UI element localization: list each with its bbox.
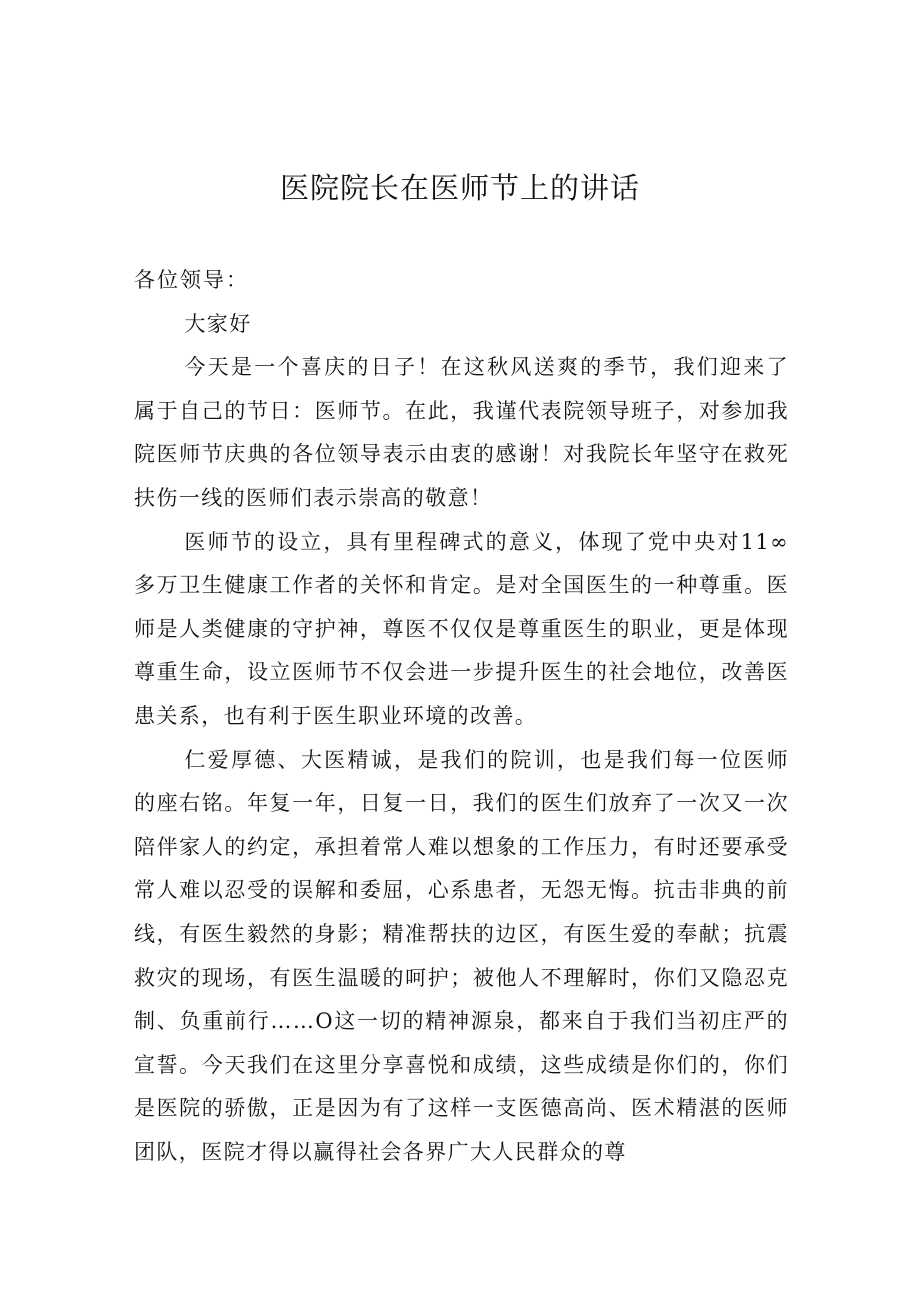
salutation: 各位领导： bbox=[134, 268, 249, 292]
document-title: 医院院长在医师节上的讲话 bbox=[279, 171, 640, 205]
body-paragraph: 医师节的设立，具有里程碑式的意义，体现了党中央对11∞多万卫生健康工作者的关怀和肯定。是对全国医生的一种尊重。医师是人类健康的守护神，尊医不仅仅是尊重医生的职业，更是体现尊重生命，设立医师节不仅会进一步提升医生的社会地位，改善医患关系，也有利于医生职业环境的改善。 bbox=[134, 529, 789, 728]
body-paragraph: 仁爱厚德、大医精诚，是我们的院训，也是我们每一位医师的座右铭。年复一年，日复一日，我们的医生们放弃了一次又一次陪伴家人的约定，承担着常人难以想象的工作压力，有时还要承受常人难以忍受的误解和委屈，心系患者，无怨无悔。抗击非典的前线，有医生毅然的身影；精准帮扶的边区，有医生爱的奉献；抗震救灾的现场，有医生温暖的呵护；被他人不理解时，你们又隐忍克制、负重前行……O这一切的精神源泉，都来自于我们当初庄严的宣誓。今天我们在这里分享喜悦和成绩，这些成绩是你们的，你们是医院的骄傲，正是因为有了这样一支医德高尚、医术精湛的医师团队，医院才得以赢得社会各界广大人民群众的尊 bbox=[134, 747, 789, 1164]
body-paragraph: 今天是一个喜庆的日子！在这秋风送爽的季节，我们迎来了属于自己的节日：医师节。在此，我谨代表院领导班子，对参加我院医师节庆典的各位领导表示由衷的感谢！对我院长年坚守在救死扶伤一线的医师们表示崇高的敬意！ bbox=[134, 355, 789, 510]
greeting-paragraph: 大家好 bbox=[184, 311, 252, 336]
document-body bbox=[134, 259, 789, 1174]
